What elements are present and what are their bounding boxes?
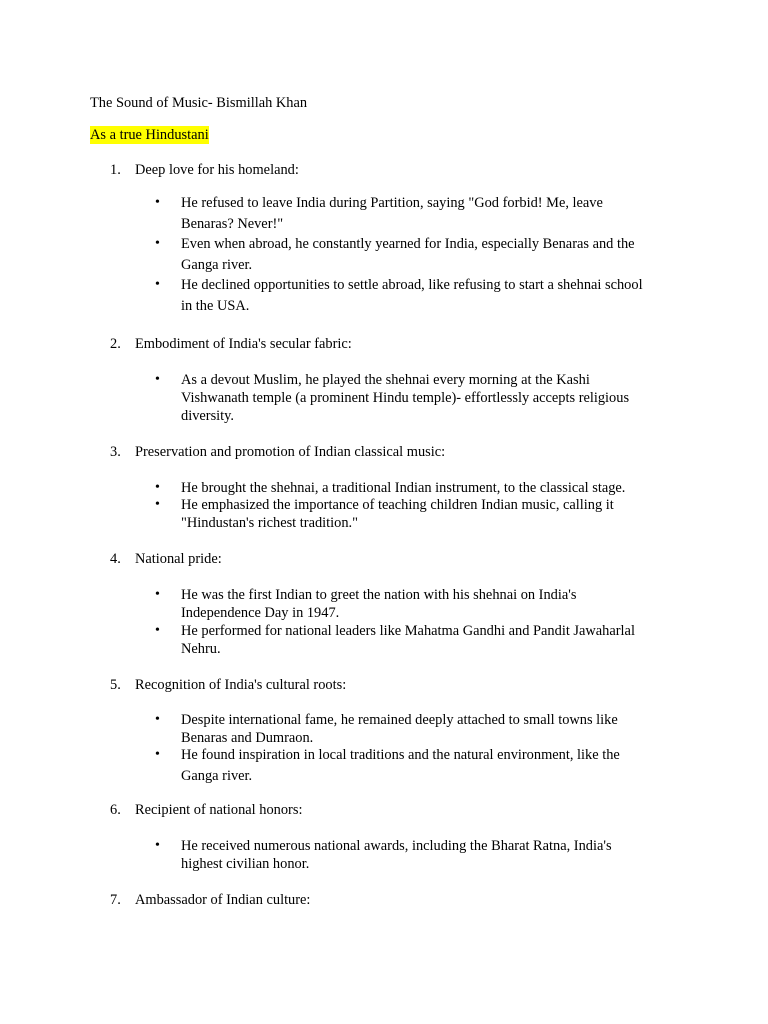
bullet-text: He brought the shehnai, a traditional Indian instrument, to the classical stage. [181,480,626,496]
list-item [155,837,655,873]
item-number: 1. [110,162,121,178]
bullet-icon: • [155,277,160,292]
bullet-icon: • [155,838,160,853]
numbered-item-3 [110,443,445,461]
list-item [155,234,655,275]
bullet-icon: • [155,712,160,727]
bullet-icon: • [155,195,160,210]
bullet-icon: • [155,480,160,495]
item-heading: Ambassador of Indian culture: [135,892,311,908]
document-title: The Sound of Music- Bismillah Khan [90,95,308,111]
list-item [155,479,655,497]
numbered-item-4 [110,550,222,568]
list-item [155,275,655,316]
bullet-icon: • [155,372,160,387]
item-heading: Deep love for his homeland: [135,162,299,178]
item-heading: Embodiment of India's secular fabric: [135,336,352,352]
item-number: 3. [110,444,121,460]
item-heading: Preservation and promotion of Indian classical music: [135,444,446,460]
list-item [155,711,655,747]
list-item [155,193,655,234]
item-number: 4. [110,551,121,567]
item-heading: Recipient of national honors: [135,802,303,818]
bullet-text: He emphasized the importance of teaching children Indian music, calling it "Hindustan's richest tradition." [181,497,614,531]
list-item [155,371,655,425]
list-item [155,745,655,786]
list-item [155,586,655,622]
item-number: 2. [110,336,121,352]
item-number: 6. [110,802,121,818]
bullet-text: As a devout Muslim, he played the shehnai every morning at the Kashi Vishwanath temple (a prominent Hindu temple)- effortlessly accepts religious diversity. [181,372,630,424]
numbered-item-2 [110,335,352,353]
bullet-text: Even when abroad, he constantly yearned for India, especially Benaras and the Ganga river. [181,236,635,273]
item-heading: National pride: [135,551,222,567]
numbered-item-5 [110,676,346,694]
numbered-item-6 [110,801,302,819]
bullet-text: He refused to leave India during Partition, saying "God forbid! Me, leave Benaras? Never!" [181,195,603,232]
bullet-text: He declined opportunities to settle abroad, like refusing to start a shehnai school in the USA. [181,277,643,314]
bullet-text: Despite international fame, he remained deeply attached to small towns like Benaras and Dumraon. [181,712,618,746]
bullet-icon: • [155,587,160,602]
bullet-text: He was the first Indian to greet the nation with his shehnai on India's Independence Day in 1947. [181,587,577,621]
bullet-icon: • [155,747,160,762]
bullet-icon: • [155,497,160,512]
bullet-text: He received numerous national awards, including the Bharat Ratna, India's highest civilian honor. [181,838,612,872]
bullet-text: He performed for national leaders like Mahatma Gandhi and Pandit Jawaharlal Nehru. [181,623,635,657]
list-item [155,496,655,532]
numbered-item-1 [110,161,299,179]
item-number: 5. [110,677,121,693]
list-item [155,622,655,658]
item-heading: Recognition of India's cultural roots: [135,677,347,693]
section-heading-highlighted: As a true Hindustani [90,127,209,143]
item-number: 7. [110,892,121,908]
bullet-icon: • [155,623,160,638]
numbered-item-7 [110,891,310,909]
bullet-icon: • [155,236,160,251]
bullet-text: He found inspiration in local traditions and the natural environment, like the Ganga river. [181,747,620,784]
